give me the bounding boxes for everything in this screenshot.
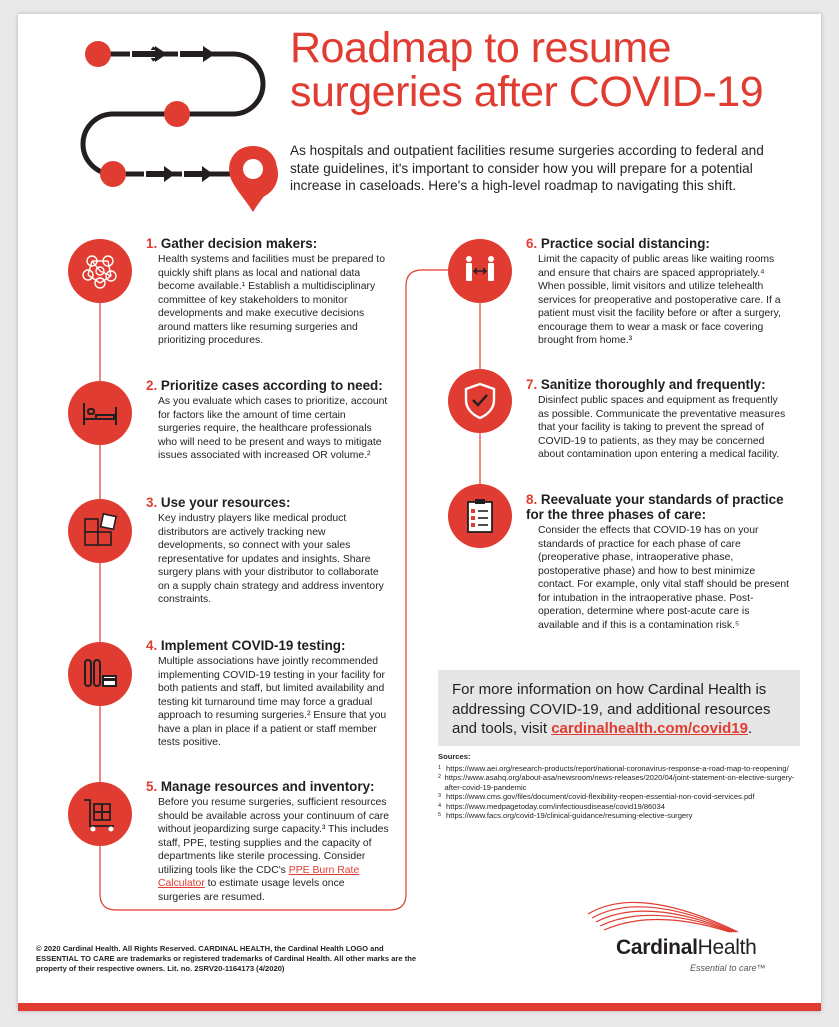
step-number: 2.	[146, 378, 158, 393]
intro-paragraph: As hospitals and outpatient facilities resume surgeries according to federal and state guidelines, it's important to consider how you will prepare for a potential increase in caseloads. Here's a high-level roadmap to navigating this shift.	[290, 143, 764, 193]
step-title: Practice social distancing:	[540, 236, 710, 251]
page-title: Roadmap to resume surgeries after COVID-19	[290, 24, 764, 116]
logo-swoosh-icon	[578, 884, 758, 934]
logo-wordmark: CardinalHealth	[616, 936, 757, 959]
step-number: 5.	[146, 779, 158, 794]
puzzle-icon	[68, 499, 132, 563]
step-title: Sanitize thoroughly and frequently:	[540, 377, 766, 392]
source-item[interactable]: 4 https://www.medpagetoday.com/infectiousdisease/covid19/86034	[438, 801, 665, 811]
step-body: Key industry players like medical product distributors are actively tracking new developments, so connect with your sales representative for updates and insights. Share surgery plans with your distributor to collaborate on a supply chain strategy and address inventory constraints.	[158, 513, 384, 605]
ppe-calculator-link[interactable]: PPE Burn Rate Calculator	[158, 864, 360, 889]
step-body: Limit the capacity of public areas like waiting rooms and ensure that chairs are spaced appropriately.⁴ When possible, limit visitors and utilize telehealth services for preoperative and postoperative care. If a patient must visit the facility before or after a surgery, encourage them to wear a mask or face covering brought from home.³	[538, 254, 781, 346]
step-title: Implement COVID-19 testing:	[160, 638, 346, 653]
roadmap-hero-illustration	[58, 24, 293, 214]
source-item[interactable]: 3 https://www.cms.gov/files/document/covid-flexibility-reopen-essential-non-covid-services.pdf	[438, 792, 755, 801]
sources-label: Sources:	[438, 752, 471, 761]
test-tubes-icon	[68, 642, 132, 706]
step-title: Reevaluate your standards of practice for the three phases of care:	[526, 492, 784, 522]
hospital-bed-icon	[68, 381, 132, 445]
supply-cart-icon	[68, 782, 132, 846]
step-number: 3.	[146, 495, 158, 510]
source-item[interactable]: 5 https://www.facs.org/covid-19/clinical-guidance/resuming-elective-surgery	[438, 811, 693, 820]
step-title: Manage resources and inventory:	[160, 779, 375, 794]
logo-tagline: Essential to care™	[690, 963, 766, 973]
sources-list	[438, 752, 798, 821]
step-body: Consider the effects that COVID-19 has on your standards of practice for each phase of care (preoperative phase, intraoperative phase, postoperative phase) and how to best minimize contact. For example, only vital staff should be present for intubation in the intraoperative phase. Post-operation, determine where post-acute care is available and if this is a contamination risk.⁵	[538, 525, 790, 631]
infographic-page	[18, 14, 821, 1011]
step-number: 6.	[526, 236, 538, 251]
step-number: 1.	[146, 236, 158, 251]
step-body: Before you resume surgeries, sufficient resources should be available across your continuum of care without jeopardizing surge capacity.³ This includes staff, PPE, testing supplies and the capacity of departments like sterile processing. Consider utilizing tools like the CDC's PPE Burn Rate Calculator to estimate usage levels once surgeries are resumed.	[158, 797, 390, 903]
callout-text: For more information on how Cardinal Health is addressing COVID-19, and additional resources and tools, visit	[452, 681, 771, 737]
shield-check-icon	[448, 369, 512, 433]
step-title: Gather decision makers:	[160, 236, 318, 251]
step-title: Prioritize cases according to need:	[160, 378, 383, 393]
source-item[interactable]: 1 https://www.aei.org/research-products/report/national-coronavirus-response-a-road-map-to-reopening/	[438, 763, 789, 773]
clipboard-icon	[448, 484, 512, 548]
bottom-accent-bar	[18, 1003, 821, 1011]
step-body: Health systems and facilities must be prepared to quickly shift plans as local and national data become available.¹ Establish a multidisciplinary committee of key stakeholders to monitor developments and make executive decisions around matters like resuming surgeries and prioritizing procedures.	[158, 254, 385, 346]
step-number: 7.	[526, 377, 538, 392]
people-network-icon	[68, 239, 132, 303]
step-body: Multiple associations have jointly recommended implementing COVID-19 testing in your facility for both patients and staff, but limited availability and testing kit turnaround time may force a gradual approach to resuming surgeries.² Ensure that you have a plan in place if a patient or staff member tests positive.	[158, 656, 387, 748]
more-info-callout: For more information on how Cardinal Health is addressing COVID-19, and additional resources and tools, visit cardinalhealth.com/covid19.	[438, 670, 800, 746]
step-number: 8.	[526, 492, 538, 507]
step-title: Use your resources:	[160, 495, 291, 510]
source-item[interactable]: 2 https://www.asahq.org/about-asa/newsroom/news-releases/2020/04/joint-statement-on-elective-surgery-after-covid-19-pandemic	[438, 773, 795, 792]
covid19-resources-link[interactable]: cardinalhealth.com/covid19	[551, 720, 748, 737]
step-body: As you evaluate which cases to prioritize, account for factors like the amount of time certain surgeries require, the healthcare professionals who will need to be present and ways to mitigate issues associated with increased OR volume.²	[158, 396, 388, 461]
legal-footer: © 2020 Cardinal Health. All Rights Reserved. CARDINAL HEALTH, the Cardinal Health LOGO and ESSENTIAL TO CARE are trademarks or registered trademarks of Cardinal Health. All other marks are the property of their respective owners. Lit. no. 2SRV20-1164173 (4/2020)	[36, 944, 417, 973]
distancing-icon	[448, 239, 512, 303]
step-number: 4.	[146, 638, 158, 653]
cardinal-health-logo	[578, 884, 798, 984]
step-body: Disinfect public spaces and equipment as frequently as possible. Communicate the preventative measures that your facility is taking to prevent the spread of COVID-19 to patients, as they may be concerned about contamination upon entering a medical facility.	[538, 395, 786, 460]
